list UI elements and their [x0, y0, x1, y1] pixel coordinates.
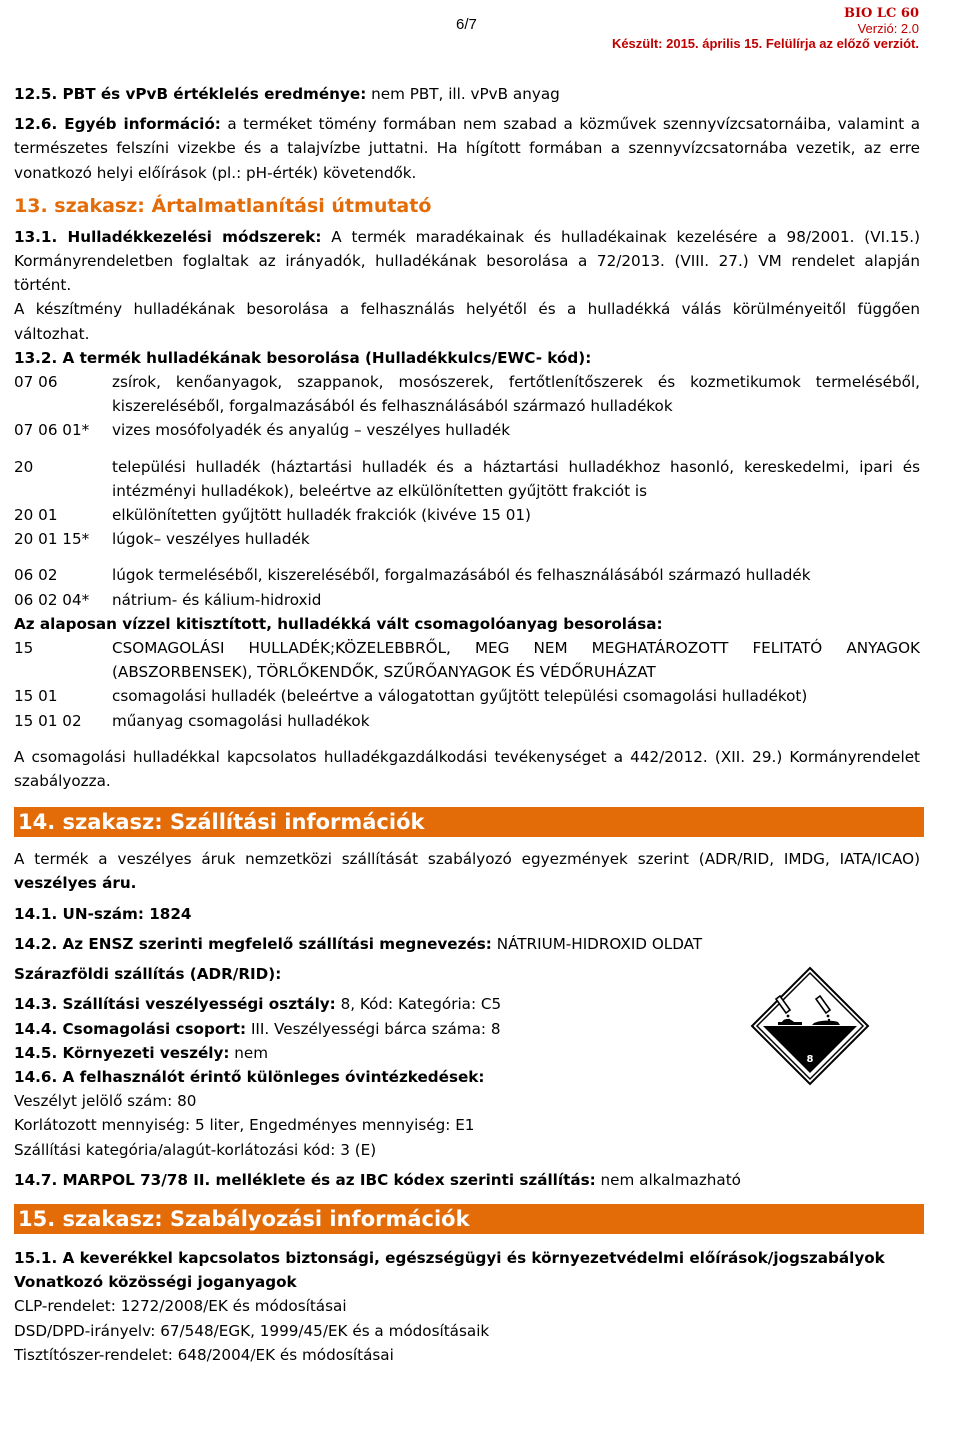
- waste-code-row: 06 02 lúgok termeléséből, kiszereléséből, forgalmazásából és felhasználásából származó hulladék: [14, 566, 811, 585]
- waste-code-row: 20 01 15* lúgok– veszélyes hulladék: [14, 530, 310, 549]
- waste-code-row: 20 01 elkülönítetten gyűjtött hulladék frakciók (kivéve 15 01): [14, 506, 531, 525]
- para-13-2-heading: 13.2. A termék hulladékának besorolása (Hulladékkulcs/EWC- kód):: [14, 348, 592, 367]
- page-number: 6/7: [456, 16, 477, 33]
- waste-codes-group-1: [14, 370, 920, 443]
- packaging-heading: Az alaposan vízzel kitisztított, hulladékká vált csomagolóanyag besorolása:: [14, 614, 663, 633]
- product-name: BIO LC 60: [843, 6, 919, 21]
- label-class-number: 8: [806, 1054, 814, 1066]
- para-14-intro: A termék a veszélyes áruk nemzetközi szállítását szabályozó egyezmények szerint (ADR/RID, IMDG, IATA/ICAO) veszélyes áru.: [14, 850, 920, 893]
- waste-code-row: 15 01 csomagolási hulladék (beleértve a válogatottan gyűjtött települési csomagolási hulladékot): [14, 687, 808, 706]
- para-14-5: 14.5. Környezeti veszély: nem: [14, 1043, 269, 1062]
- dsd-dpd-directive: DSD/DPD-irányelv: 67/548/EGK, 1999/45/EK és a módosításaik: [14, 1321, 490, 1340]
- para-13-1-heading: 13.1. Hulladékkezelési módszerek:: [14, 227, 322, 246]
- land-transport-heading: Szárazföldi szállítás (ADR/RID):: [14, 965, 282, 984]
- para-13-1-note: A készítmény hulladékának besorolása a felhasználás helyétől és a hulladékká válás körülményeitől függően változhat.: [14, 300, 920, 343]
- para-12-6-heading: 12.6. Egyéb információ:: [14, 115, 221, 134]
- para-13-1-text: A termék maradékainak és hulladékainak kezelésére a 98/2001. (VI.15.) Kormányrendeletben foglaltak az irányadók, hulladékának besorolása a 72/2013. (VIII. 27.) VM rendelet alapján történt.: [14, 227, 920, 295]
- para-14-3: 14.3. Szállítási veszélyességi osztály: 8, Kód: Kategória: C5: [14, 995, 502, 1014]
- waste-code-row: 07 06 zsírok, kenőanyagok, szappanok, mosószerek, fertőtlenítőszerek és kozmetikumok termeléséből, kiszereléséből, forgalmazásából és felhasználásából származó hulladékok: [14, 373, 920, 416]
- section-15-title: 15. szakasz: Szabályozási információk: [14, 1204, 924, 1234]
- waste-code-row: 20 települési hulladék (háztartási hulladék és a háztartási hulladékhoz hasonló, kereskedelmi, ipari és intézményi hulladékok), beleértve az elkülönítetten gyűjtött frakciót is: [14, 457, 920, 500]
- section-13-title: 13. szakasz: Ártalmatlanítási útmutató: [14, 194, 432, 217]
- waste-codes-group-4: [14, 636, 920, 733]
- waste-codes-group-3: [14, 563, 920, 611]
- version-label: Verzió: 2.0: [857, 21, 919, 36]
- detergent-regulation: Tisztítószer-rendelet: 648/2004/EK és módosításai: [14, 1345, 394, 1364]
- corrosive-class-8-label-icon: [750, 966, 870, 1086]
- section-14-title: 14. szakasz: Szállítási információk: [14, 807, 924, 837]
- dangerous-goods-label: veszélyes áru.: [14, 874, 137, 893]
- para-14-7: 14.7. MARPOL 73/78 II. melléklete és az IBC kódex szerinti szállítás: nem alkalmazható: [14, 1170, 741, 1189]
- para-14-2: 14.2. Az ENSZ szerinti megfelelő szállítási megnevezés: NÁTRIUM-HIDROXID OLDAT: [14, 934, 703, 953]
- waste-code-row: 06 02 04* nátrium- és kálium-hidroxid: [14, 590, 322, 609]
- para-14-4: 14.4. Csomagolási csoport: III. Veszélyességi bárca száma: 8: [14, 1019, 501, 1038]
- para-12-5: [14, 82, 920, 106]
- packaging-regulation: A csomagolási hulladékkal kapcsolatos hulladékgazdálkodási tevékenységet a 442/2012. (XII. 29.) Kormányrendelet szabályozza.: [14, 747, 920, 791]
- document-body: [14, 82, 920, 1367]
- doc-header-info: [612, 6, 919, 51]
- para-12-5-text: nem PBT, ill. vPvB anyag: [366, 85, 560, 103]
- limited-quantity: Korlátozott mennyiség: 5 liter, Engedményes mennyiség: E1: [14, 1116, 475, 1135]
- adr-block: [14, 962, 920, 1089]
- para-14-6: 14.6. A felhasználót érintő különleges óvintézkedések:: [14, 1067, 485, 1086]
- community-legislation-heading: Vonatkozó közösségi joganyagok: [14, 1273, 297, 1292]
- para-14-1: 14.1. UN-szám: 1824: [14, 904, 192, 923]
- para-12-5-heading: 12.5. PBT és vPvB értéklelés eredménye:: [14, 85, 367, 103]
- waste-code-row: 15 CSOMAGOLÁSI HULLADÉK;KÖZELEBBRŐL, MEG NEM MEGHATÁROZOTT FELITATÓ ANYAGOK (ABSZORBENSEK), TÖRLŐKENDŐK, SZŰRŐANYAGOK ÉS VÉDŐRUHÁZAT: [14, 639, 920, 682]
- hazard-id-number: Veszélyt jelölő szám: 80: [14, 1092, 197, 1111]
- waste-codes-group-2: [14, 455, 920, 552]
- para-12-6: [14, 112, 920, 185]
- created-date: Készült: 2015. április 15. Felülírja az előző verziót.: [611, 36, 919, 51]
- para-12-6-text: a terméket tömény formában nem szabad a közművek szennyvízcsatornáiba, valamint a természetes felszíni vizekbe és a talajvízbe juttatni. Ha hígított formában a szennyvízcsatornába vezetik, az erre vonatkozó helyi előírások (pl.: pH-érték) követendők.: [14, 115, 920, 182]
- para-15-1: 15.1. A keverékkel kapcsolatos biztonsági, egészségügyi és környezetvédelmi előírások/jogszabályok: [14, 1248, 885, 1267]
- waste-code-row: 15 01 02 műanyag csomagolási hulladékok: [14, 711, 370, 730]
- tunnel-code: Szállítási kategória/alagút-korlátozási kód: 3 (E): [14, 1140, 377, 1159]
- para-13-1: [14, 225, 920, 298]
- clp-regulation: CLP-rendelet: 1272/2008/EK és módosításai: [14, 1297, 347, 1316]
- waste-code-row: 07 06 01* vizes mosófolyadék és anyalúg – veszélyes hulladék: [14, 421, 510, 440]
